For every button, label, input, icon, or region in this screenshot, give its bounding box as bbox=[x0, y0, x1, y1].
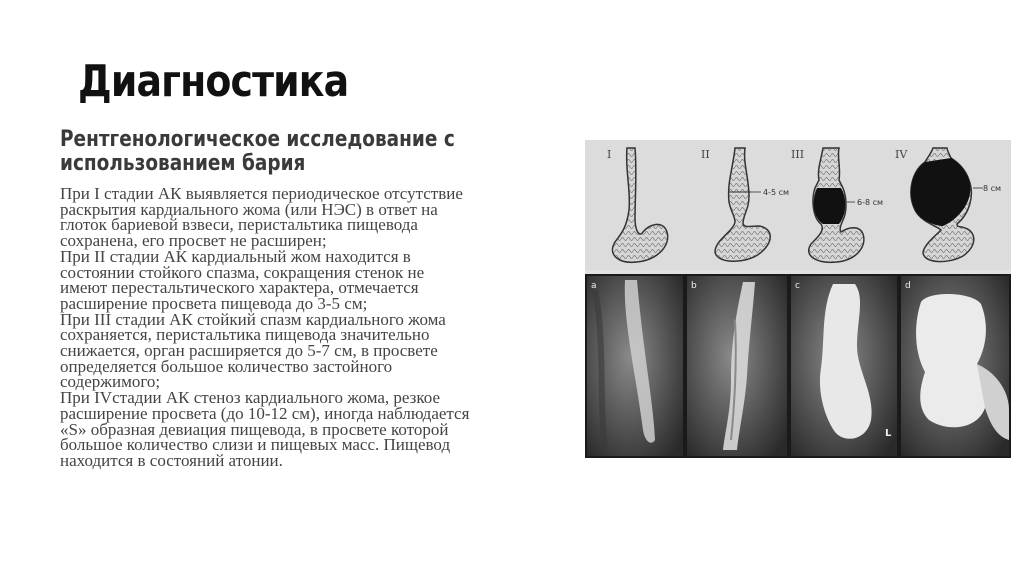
body-line: При II стадии АК кардиальный жом находится в bbox=[60, 246, 411, 266]
body-line: находится в состояний атонии. bbox=[60, 450, 283, 470]
body-line: сохраняется, перистальтика пищевода значительно bbox=[60, 325, 430, 345]
stage-label: I bbox=[607, 148, 612, 161]
stage-label: IV bbox=[895, 148, 908, 161]
body-line: имеют перестальтического характера, отмечается bbox=[60, 278, 419, 298]
body-line: определяется большое количество застойного bbox=[60, 356, 393, 376]
measurement-label: 8 см bbox=[983, 184, 1002, 193]
xray-label: c bbox=[795, 281, 800, 291]
achalasia-stages-figure bbox=[585, 140, 1011, 458]
subtitle-line: использованием бария bbox=[60, 151, 306, 176]
slide-subtitle bbox=[60, 128, 530, 176]
stage-label: III bbox=[791, 148, 805, 161]
xray-label: a bbox=[591, 281, 597, 291]
body-line: сохранена, его просвет не расширен; bbox=[60, 231, 327, 251]
body-line: При IVстадии АК стеноз кардиального жома, резкое bbox=[60, 388, 441, 408]
body-line: раскрытия кардиального жома (или НЭС) в ответ на bbox=[60, 199, 438, 219]
xray-side-marker: L bbox=[885, 428, 892, 439]
xray-a bbox=[587, 276, 683, 456]
body-line: расширение просвета пищевода до 3-5 см; bbox=[60, 293, 368, 313]
xray-label: d bbox=[905, 281, 911, 291]
xray-b bbox=[687, 276, 787, 456]
slide-title: Диагностика bbox=[78, 56, 349, 107]
body-line: состоянии стойкого спазма, сокращения стенок не bbox=[60, 262, 425, 282]
body-line: При I стадии АК выявляется периодическое отсутствие bbox=[60, 184, 463, 203]
body-line: глоток бариевой взвеси, перистальтика пищевода bbox=[60, 215, 418, 235]
body-line: расширение просвета (до 10-12 см), иногда наблюдается bbox=[60, 403, 470, 423]
measurement-label: 4-5 см bbox=[763, 188, 790, 197]
body-line: При III стадии АК стойкий спазм кардиального жома bbox=[60, 309, 446, 329]
body-line: содержимого; bbox=[60, 372, 161, 392]
slide-body-text bbox=[60, 186, 580, 469]
measurement-label: 6-8 см bbox=[857, 198, 884, 207]
body-line: большое количество слизи и пищевых масс. Пищевод bbox=[60, 435, 451, 455]
xray-c bbox=[791, 276, 897, 456]
xray-label: b bbox=[691, 281, 697, 291]
xray-d bbox=[901, 276, 1009, 456]
body-line: снижается, орган расширяется до 5-7 см, в просвете bbox=[60, 341, 438, 361]
subtitle-line: Рентгенологическое исследование с bbox=[60, 127, 455, 152]
stage-label: II bbox=[701, 148, 710, 161]
figure-svg bbox=[585, 140, 1011, 458]
body-line: «S» образная девиация пищевода, в просвете которой bbox=[60, 419, 449, 439]
